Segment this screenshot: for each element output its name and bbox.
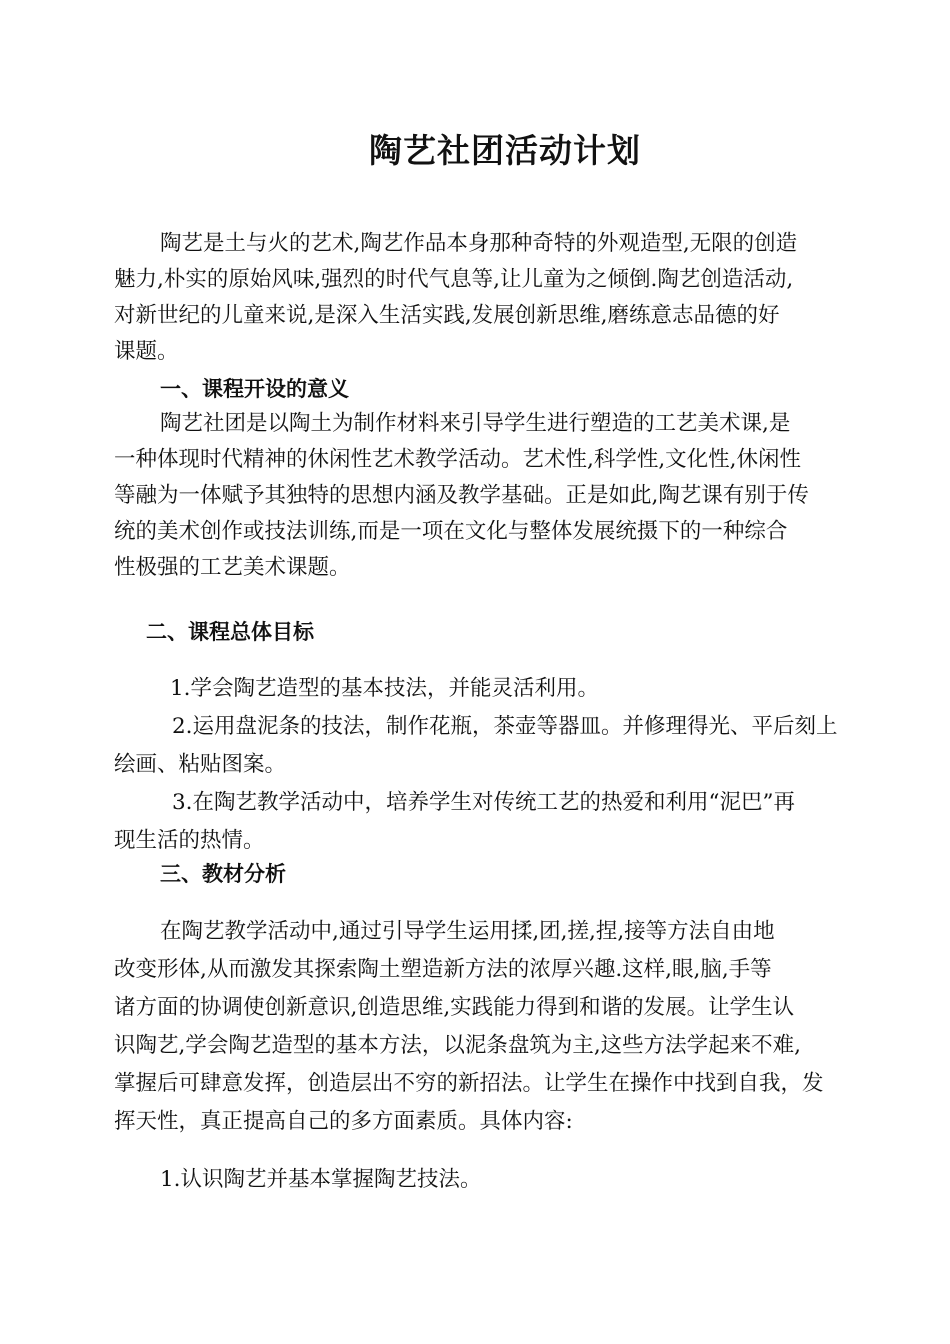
section3-line-2: 改变形体,从而激发其探索陶土塑造新方法的浓厚兴趣.这样,眼,脑,手等: [114, 957, 772, 982]
section3-line-3: 诸方面的协调使创新意识,创造思维,实践能力得到和谐的发展。让学生认: [114, 995, 795, 1020]
section3-heading: 三、教材分析: [160, 862, 286, 886]
intro-line-1: 陶艺是土与火的艺术,陶艺作品本身那种奇特的外观造型,无限的创造: [160, 231, 798, 256]
document-title: 陶艺社团活动计划: [369, 131, 641, 170]
section2-line-3: 绘画、粘贴图案。: [114, 752, 287, 777]
intro-line-2: 魅力,朴实的原始风味,强烈的时代气息等,让儿童为之倾倒.陶艺创造活动,: [114, 267, 794, 292]
intro-line-3: 对新世纪的儿童来说,是深入生活实践,发展创新思维,磨练意志品德的好: [114, 303, 780, 328]
section1-line-2: 一种体现时代精神的休闲性艺术教学活动。艺术性,科学性,文化性,休闲性: [114, 447, 802, 472]
section1-line-5: 性极强的工艺美术课题。: [114, 555, 351, 580]
intro-line-4: 课题。: [114, 339, 179, 364]
section3-line-1: 在陶艺教学活动中,通过引导学生运用揉,团,搓,捏,接等方法自由地: [160, 919, 775, 944]
section1-heading: 一、课程开设的意义: [160, 377, 349, 401]
section2-line-2: 2.运用盘泥条的技法，制作花瓶，茶壶等器皿。并修理得光、平后刻上: [172, 714, 838, 739]
section1-line-1: 陶艺社团是以陶土为制作材料来引导学生进行塑造的工艺美术课,是: [160, 411, 791, 436]
section3-line-7: 1.认识陶艺并基本掌握陶艺技法。: [160, 1167, 482, 1192]
section3-line-6: 挥天性，真正提高自己的多方面素质。具体内容:: [114, 1109, 573, 1134]
section3-line-4: 识陶艺,学会陶艺造型的基本方法，以泥条盘筑为主,这些方法学起来不难,: [114, 1033, 802, 1058]
section3-line-5: 掌握后可肆意发挥，创造层出不穷的新招法。让学生在操作中找到自我，发: [114, 1071, 824, 1096]
section1-line-4: 统的美术创作或技法训练,而是一项在文化与整体发展统摄下的一种综合: [114, 519, 788, 544]
section2-line-5: 现生活的热情。: [114, 828, 265, 853]
section2-heading: 二、课程总体目标: [146, 620, 314, 644]
section2-line-4: 3.在陶艺教学活动中，培养学生对传统工艺的热爱和利用“泥巴”再: [172, 790, 795, 815]
section1-line-3: 等融为一体赋予其独特的思想内涵及教学基础。正是如此,陶艺课有别于传: [114, 483, 809, 508]
section2-line-1: 1.学会陶艺造型的基本技法，并能灵活利用。: [170, 676, 600, 701]
